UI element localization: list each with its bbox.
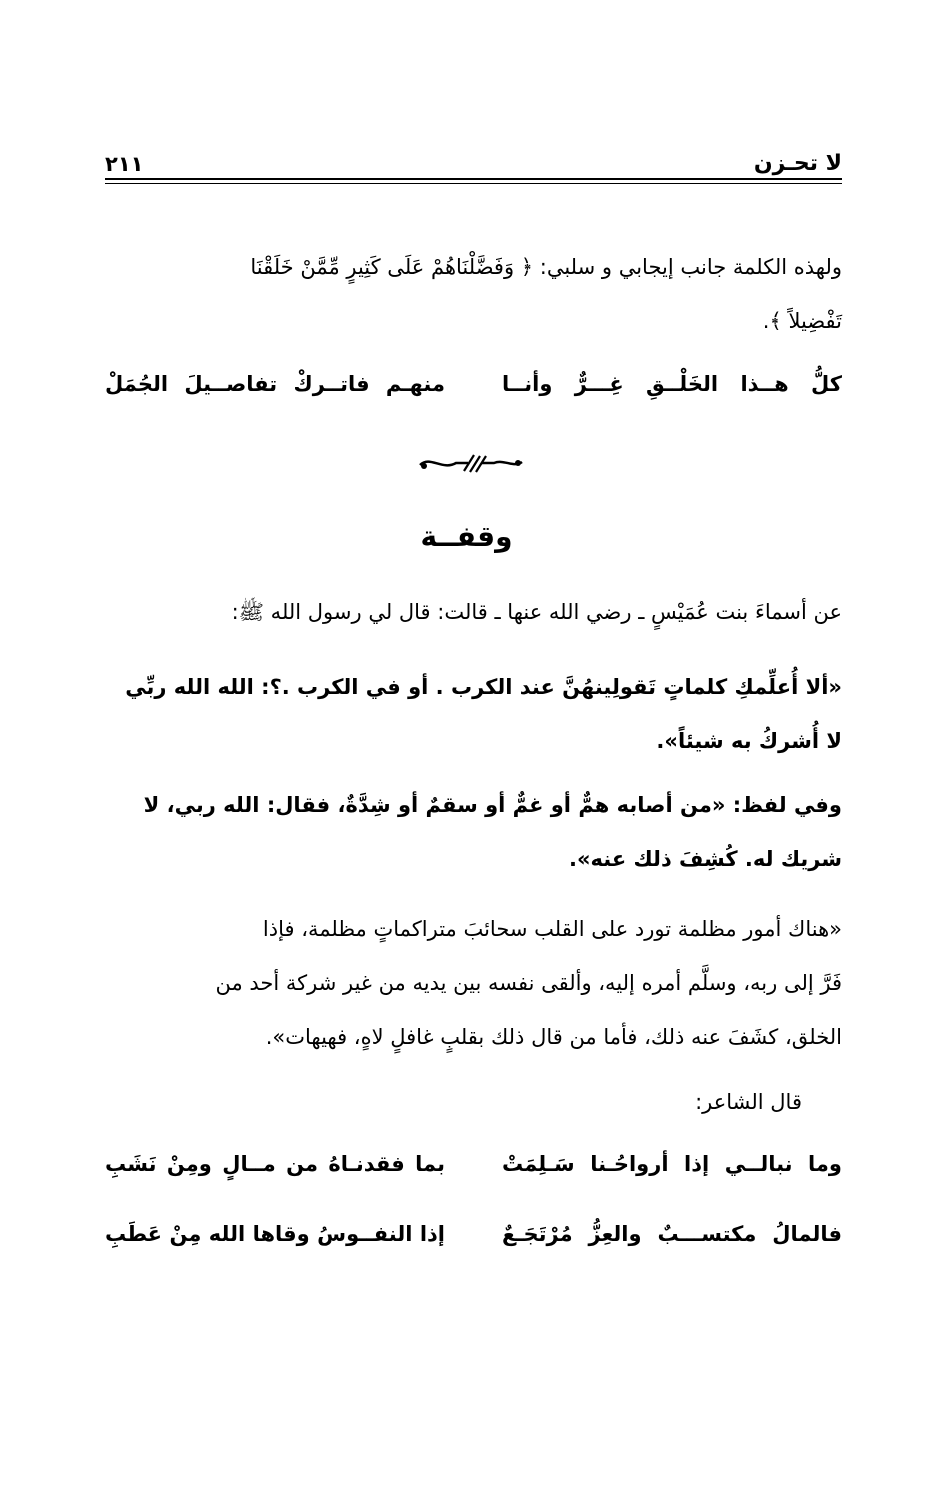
poet-intro [105, 1075, 842, 1129]
intro-paragraph [105, 240, 842, 348]
verse-2-second-hemistich: بما فقدنـاهُ من مــالٍ ومِنْ نَشَبِ [105, 1152, 445, 1176]
verse-line-3 [105, 1222, 842, 1262]
verse-line-1 [105, 372, 842, 412]
hadith-variant-line-1: وفي لفظ: «من أصابه همٌّ أو غمٌّ أو سقمٌ أو شِدَّةٌ، فقال: الله ربي، لا [143, 793, 842, 817]
header-rule-thin [105, 183, 842, 184]
page-number: ٢١١ [105, 152, 144, 176]
ornament-divider-icon [416, 450, 526, 476]
verse-2-first-hemistich: وما نبالــي إذا أرواحُـنا سَـلِمَتْ [502, 1152, 842, 1176]
narration-paragraph [105, 585, 842, 639]
poet-intro-text: قال الشاعر: [695, 1090, 802, 1114]
hadith-variant-paragraph [105, 778, 842, 886]
hadith-paragraph [105, 660, 842, 768]
section-title: وقفــة [420, 520, 513, 553]
verse-1-first-hemistich: كلُّ هــذا الخَلْــقِ غِـــرٌّ وأنــا [502, 372, 842, 396]
intro-line-1: ولهذه الكلمة جانب إيجابي و سلبي: ﴿ وَفَضَّلْنَاهُمْ عَلَى كَثِيرٍ مِّمَّنْ خَلَقْنَا [250, 255, 842, 279]
hadith-variant-line-2: شريك له. كُشِفَ ذلك عنه». [569, 847, 842, 871]
page-header [105, 140, 842, 176]
verse-1-second-hemistich: منهـم فاتــركْ تفاصــيلَ الجُمَلْ [105, 372, 445, 396]
intro-line-2: تَفْضِيلاً ﴾. [762, 309, 842, 333]
verse-line-2 [105, 1152, 842, 1192]
narration-line-1: عن أسماءَ بنت عُمَيْسٍ ـ رضي الله عنها ـ قالت: قال لي رسول الله ﷺ: [231, 600, 842, 624]
commentary-paragraph [105, 902, 842, 1064]
commentary-line-3: الخلق، كشَفَ عنه ذلك، فأما من قال ذلك بقلبٍ غافلٍ لاهٍ، فهيهات». [265, 1025, 842, 1049]
commentary-line-1: «هناك أمور مظلمة تورد على القلب سحائبَ متراكماتٍ مظلمة، فإذا [262, 917, 842, 941]
commentary-line-2: فَرَّ إلى ربه، وسلَّم أمره إليه، وألقى نفسه بين يديه من غير شركة أحد من [215, 971, 842, 995]
verse-3-second-hemistich: إذا النفــوسُ وقاها الله مِنْ عَطَبِ [105, 1222, 445, 1246]
running-title: لا تحـزن [753, 151, 842, 176]
hadith-line-2: لا أُشركُ به شيئاً». [656, 729, 842, 753]
header-rule-thick [105, 178, 842, 180]
hadith-line-1: «ألا أُعلِّمكِ كلماتٍ تَقولِينهُنَّ عند الكرب . أو في الكرب .؟: الله الله ربِّي [125, 675, 842, 699]
verse-3-first-hemistich: فالمالُ مكتســـبٌ والعِزُّ مُرْتَجَـعٌ [502, 1222, 842, 1246]
